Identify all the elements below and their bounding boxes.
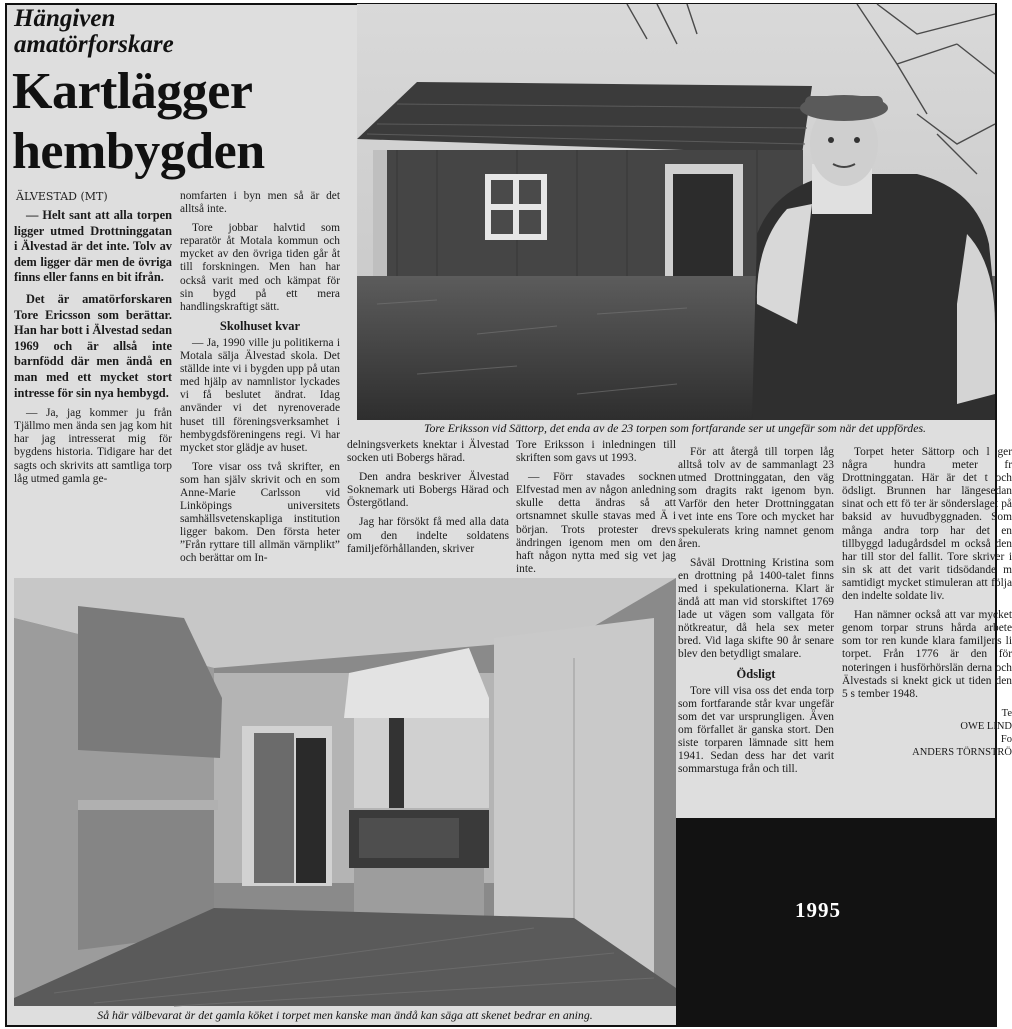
body-paragraph: Tore vill visa oss det enda torp som fortfarande står kvar ungefär som det var ursprungligen. Även om förfallet är ganska stort. Den siste torparen lämnade sitt hem 1941. Sedan dess har det varit sommarstuga från och till. [678, 684, 834, 776]
byline-writer: OWE LIND [960, 720, 1012, 732]
photo-caption-bottom: Så här välbevarat är det gamla köket i torpet men kanske man ändå kan säga att skenet bedrar en aning. [97, 1008, 593, 1022]
body-paragraph: — Ja, jag kommer ju från Tjällmo men ända sen jag kom hit har jag intresserat mig för bygdens historia. Tidigare har det sagts och skrivits att samtliga torp låg utmed gamla ge- [14, 407, 172, 485]
subheading: Ödsligt [736, 666, 776, 681]
body-paragraph: — Förr stavades socknen Elfvestad men av någon anledning skulle detta ändras så att ortsnamnet skulle stavas med Ä i början. Trots protester drevs ändringen igenom men om den haft någon nytta med sig vet jag inte. [516, 471, 676, 575]
headline-line-1: Kartlägger [12, 63, 253, 120]
headline-line-2: hembygden [12, 123, 265, 180]
byline-photographer: ANDERS TÖRNSTRÖ [912, 747, 1012, 759]
kicker-line-1: Hängiven [14, 5, 116, 32]
subheading: Skolhuset kvar [219, 318, 301, 333]
byline-title: Fo [1000, 733, 1012, 745]
body-paragraph: Såväl Drottning Kristina som en drottning på 1400-talet finns med i spekulationerna. Klart är ändå att man vid storskiftet 1769 lade ut vägen som vallgata för nötkreatur, då hela sex meter bred. Vid laga skifte 90 år senare blev den betydligt smalare. [678, 556, 834, 661]
body-paragraph: Den andra beskriver Älvestad Soknemark uti Bobergs Härad och Östergötland. [347, 471, 509, 510]
body-paragraph: Torpet heter Sättorp och l ger några hundra meter fr Drottninggatan. Här är det t och ödsligt. Brunnen har längesedan sinat och ett fö ter är sönderslaget på baksid av huvudbyggnaden. Som många andra torp har det en tillbyggd ladugårdsdel m också den har till stor del fallit. Tore skriver i sin sk att det varit tidsödande m samtidigt mycket stimuleran att följa den indelte soldate liv. [842, 446, 1012, 603]
headline [12, 62, 265, 182]
year-label: 1995 [795, 898, 841, 922]
body-paragraph: nomfarten i byn men så är det alltså inte. [180, 190, 340, 216]
body-paragraph: Tore Eriksson i inledningen till skriften som gavs ut 1993. [516, 439, 676, 465]
body-paragraph: Tore visar oss två skrifter, en som han själv skrivit och en som Anne-Marie Carlsson vid Linköpings universitets samhällsvetenskapliga institution ligger bakom. Den första heter ”Från ryttare till allmän värnplikt” och berättar om In- [180, 460, 340, 565]
article-column-6 [842, 446, 1012, 759]
article-column-2 [180, 190, 340, 572]
byline-title: Te [1001, 707, 1012, 719]
body-paragraph: — Ja, 1990 ville ju politikerna i Motala sälja Älvestad skola. Det ställde inte vi i bygden upp på utan med hjälp av namnlistor lyckades vi få beslutet ändrat. Idag använder vi det nyrenoverade huset till föreningsverksamhet i hembygdsföreningens regi. Vi har mycket stor glädje av huset. [180, 336, 340, 454]
body-paragraph: Han nämner också att var mycket genom torpar struns hårda arbete som tor ren kunde klara familjens li torpet. Från 1776 är den för noteringen i husförhörslän derna och Älvestads si knekt gick ut tiden den 5 s tember 1948. [842, 609, 1012, 700]
article-column-3 [347, 439, 509, 562]
body-paragraph: delningsverkets knektar i Älvestad socken uti Bobergs härad. [347, 439, 509, 465]
dateline: ÄLVESTAD (MT) [16, 190, 108, 203]
photo-caption-top: Tore Eriksson vid Sättorp, det enda av de 23 torpen som fortfarande ser ut ungefär som när det uppfördes. [423, 421, 926, 435]
body-paragraph: Tore jobbar halvtid som reparatör åt Motala kommun och mycket av den övriga tiden går åt till forskningen. Men han har också varit med och kämpat för sin bygd på ett mera handlingskraftigt sätt. [180, 222, 340, 313]
article-column-4 [516, 439, 676, 582]
kicker-line-2: amatörforskare [14, 31, 174, 58]
body-paragraph: Jag har försökt få med alla data om den indelte soldatens familjeförhållanden, skriver [347, 516, 509, 555]
kicker [14, 6, 174, 58]
article-column-5 [678, 446, 834, 782]
article-column-6-clip [842, 446, 1012, 818]
photo-kitchen [14, 578, 676, 1006]
lead-paragraph-1: — Helt sant att alla torpen ligger utmed Drottninggatan i Älvestad är det inte. Tolv av dem ligger där men de övriga finns eller fanns en bit ifrån. [14, 208, 172, 285]
body-paragraph: För att återgå till torpen låg alltså tolv av de sammanlagt 23 utmed Drottninggatan, den väg som dragits rakt igenom byn. Varför den heter Drottninggatan vet inte ens Tore och mycket har spekulerats kring namnet genom åren. [678, 446, 834, 550]
article-column-1 [14, 208, 172, 492]
lead-paragraph-2: Det är amatörforskaren Tore Ericsson som berättar. Han har bott i Älvestad sedan 1969 och är allså inte barnfödd där men ändå en man med ett mycket stort intresse för sin nya hembygd. [14, 291, 172, 400]
photo-man-and-cottage [357, 4, 995, 420]
